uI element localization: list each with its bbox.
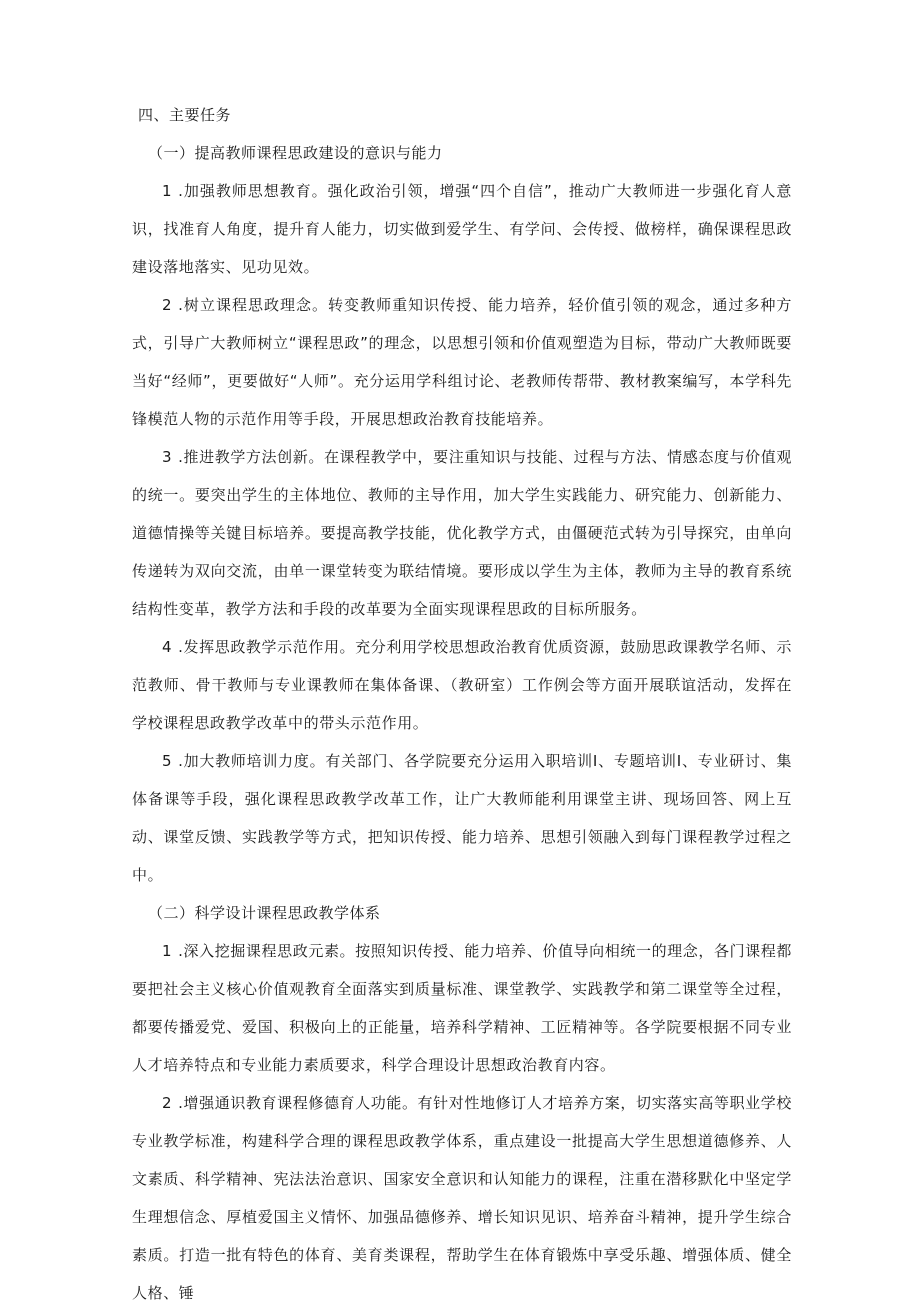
paragraph-text: .增强通识教育课程修德育人功能。有针对性地修订人才培养方案，切实落实高等职业学校专业教学标准，构建科学合理的课程思政教学体系，重点建设一批提高大学生思想道德修养、人文素质、科学精神、宪法法治意识、国家安全意识和认知能力的课程，注重在潜移默化中坚定学生理想信念、厚植爱国主义情怀、加强品德修养、增长知识见识、培养奋斗精神，提升学生综合素质。打造一批有特色的体育、美育类课程，帮助学生在体育锻炼中享受乐趣、增强体质、健全人格、锤 [132, 1094, 792, 1302]
paragraph [132, 286, 792, 438]
paragraph [132, 742, 792, 894]
item-number: 3 [162, 448, 173, 466]
paragraph [132, 1084, 792, 1312]
paragraph-text: .加大教师培训力度。有关部门、各学院要充分运用入职培训I、专题培训I、专业研讨、集体备课等手段，强化课程思政教学改革工作，让广大教师能利用课堂主讲、现场回答、网上互动、课堂反馈、实践教学等方式，把知识传授、能力培养、思想引领融入到每门课程教学过程之中。 [132, 752, 792, 884]
paragraph-text: .树立课程思政理念。转变教师重知识传授、能力培养，轻价值引领的观念，通过多种方式，引导广大教师树立“课程思政”的理念，以思想引领和价值观塑造为目标，带动广大教师既要当好“经师”，更要做好“人师”。充分运用学科组讨论、老教师传帮带、教材教案编写，本学科先锋模范人物的示范作用等手段，开展思想政治教育技能培养。 [132, 296, 792, 428]
subsection-heading-2: （二）科学设计课程思政教学体系 [148, 904, 381, 922]
paragraph [132, 172, 792, 286]
item-number: 1 [162, 942, 173, 960]
section-heading: 四、主要任务 [138, 106, 232, 124]
subsection-heading-1: （一）提高教师课程思政建设的意识与能力 [148, 144, 443, 162]
item-number: 2 [162, 1094, 173, 1112]
paragraph-text: .推进教学方法创新。在课程教学中，要注重知识与技能、过程与方法、情感态度与价值观的统一。要突出学生的主体地位、教师的主导作用，加大学生实践能力、研究能力、创新能力、道德情操等关键目标培养。要提高教学技能，优化教学方式，由僵硬范式转为引导探究，由单向传递转为双向交流，由单一课堂转变为联结情境。要形成以学生为主体，教师为主导的教育系统结构性变革，教学方法和手段的改革要为全面实现课程思政的目标所服务。 [132, 448, 792, 618]
paragraph [132, 628, 792, 742]
document-page [132, 96, 792, 1312]
item-number: 4 [162, 638, 173, 656]
item-number: 5 [162, 752, 173, 770]
paragraph [132, 438, 792, 628]
paragraph [132, 932, 792, 1084]
item-number: 2 [162, 296, 173, 314]
paragraph-text: .深入挖掘课程思政元素。按照知识传授、能力培养、价值导向相统一的理念，各门课程都要把社会主义核心价值观教育全面落实到质量标准、课堂教学、实践教学和第二课堂等全过程，都要传播爱党、爱国、积极向上的正能量，培养科学精神、工匠精神等。各学院要根据不同专业人才培养特点和专业能力素质要求，科学合理设计思想政治教育内容。 [132, 942, 792, 1074]
paragraph-text: .发挥思政教学示范作用。充分利用学校思想政治教育优质资源，鼓励思政课教学名师、示范教师、骨干教师与专业课教师在集体备课、（教研室）工作例会等方面开展联谊活动，发挥在学校课程思政教学改革中的带头示范作用。 [132, 638, 792, 732]
paragraph-text: .加强教师思想教育。强化政治引领，增强“四个自信”，推动广大教师进一步强化育人意识，找准育人角度，提升育人能力，切实做到爱学生、有学问、会传授、做榜样，确保课程思政建设落地落实、见功见效。 [132, 182, 792, 276]
item-number: 1 [162, 182, 173, 200]
